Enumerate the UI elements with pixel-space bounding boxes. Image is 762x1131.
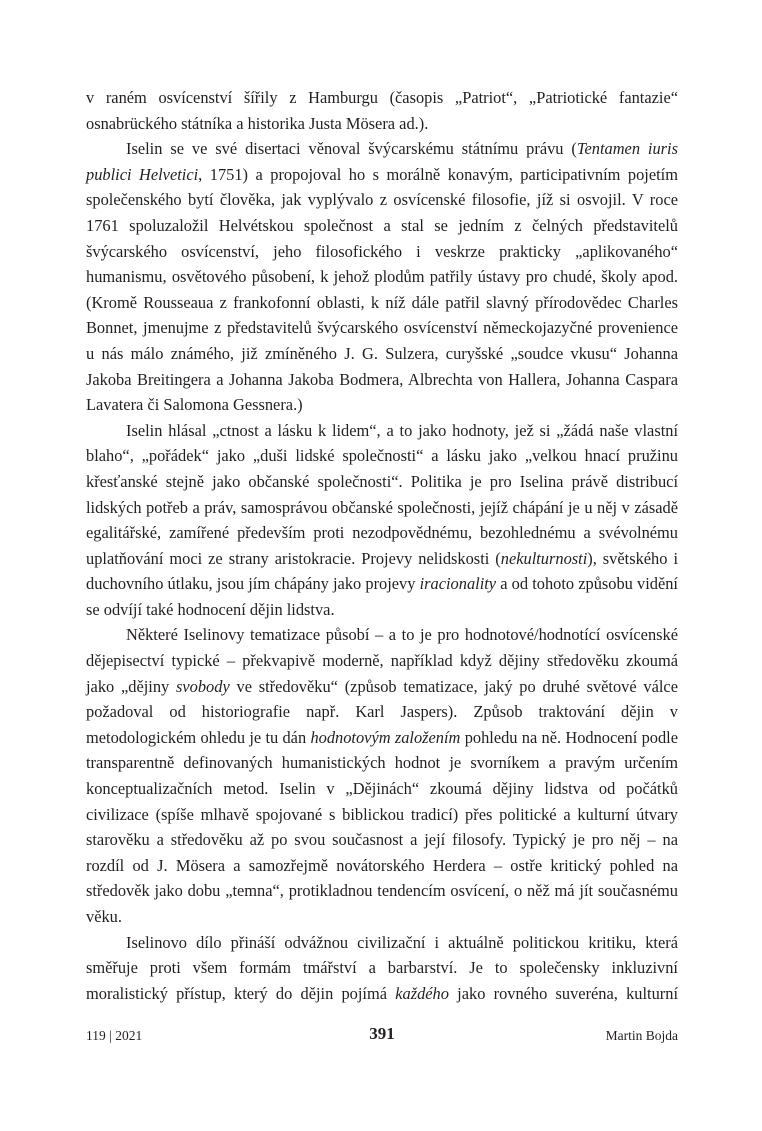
text-run: jako rovného suveréna, kulturní — [448, 983, 678, 1003]
text-run: Iselin hlásal „ctnost a lásku k lidem“, a to jako hodnoty, jež si „žádá naše vlastní blaho“, „pořádek“ jako „duši lidské společnosti“ a lásku jako „velkou hnací pružinu křesťanské stejně jako občanské společnosti“. Politika je pro Iselina právě distribucí lidských potřeb a práv, samosprávou občanské společnosti, jejíž chápání je u něj v zásadě egalitářské, zamířené především proti nezodpovědnému, bezohlednému a svévolnému uplatňování moci ze strany aristokracie. Projevy nelidskosti ( — [86, 420, 678, 568]
page-footer — [86, 1024, 678, 1048]
text-run: ve středověku“ (způsob tematizace, jaký po druhé světové válce požadoval od historiografie např. Karl Jaspers). Způsob traktování dějin v metodologickém ohledu je tu dán — [86, 676, 678, 747]
paragraph — [86, 85, 678, 136]
text-run: ), světského i duchovního útlaku, jsou jím chápány jako projevy — [86, 548, 678, 594]
italic-term: každého — [395, 983, 449, 1003]
text-run: pohledu na ně. Hodnocení podle transparentně definovaných humanistických hodnot je svorníkem a pravým určením konceptualizačních metod. Iselin v „Dějinách“ zkoumá dějiny lidstva od počátků civilizace (spíše mlhavě spojované s biblickou tradicí) přes politické a kulturní útvary starověku a středověku až po svou současnost a její filosofy. Typický je pro něj – na rozdíl od J. Mösera a samozřejmě novátorského Herdera – ostře kritický pohled na středověk jako dobu „temna“, protikladnou tendencím osvícení, o něž má jít současnému věku. — [86, 727, 679, 926]
italic-term: hodnotovým založením — [310, 727, 461, 747]
paragraph — [86, 622, 678, 929]
paragraph — [86, 930, 678, 1007]
italic-term: Tentamen iuris publici Helvetici — [86, 139, 678, 184]
italic-term: svobody — [176, 676, 230, 696]
text-run: , 1751) a propojoval ho s morálně konavým, participativním pojetím společenského bytí člověka, jak vyplývalo z osvícenské filosofie, jíž si osvojil. V roce 1761 spoluzaložil Helvétskou společnost a stal se jedním z čelných představitelů švýcarského osvícenství, jeho filosofického i veskrze prakticky „aplikovaného“ humanismu, osvětového působení, k jehož plodům patřily ústavy pro chudé, školy apod. (Kromě Rousseaua z frankofonní oblasti, k níž dále patřil slavný přírodovědec Charles Bonnet, jmenujme z představitelů švýcarského osvícenství německojazyčné provenience u nás málo známého, již zmíněného J. G. Sulzera, curyšské „soudce vkusu“ Johanna Jakoba Breitingera a Johanna Jakoba Bodmera, Albrechta von Hallera, Johanna Caspara Lavatera či Salomona Gessnera.) — [86, 164, 678, 415]
page-number: 391 — [369, 1024, 395, 1043]
paragraph — [86, 136, 678, 418]
italic-term: iracionality — [419, 574, 497, 594]
text-run: Iselin se ve své disertaci věnoval švýcarskému státnímu právu ( — [126, 139, 577, 159]
text-run: Iselinovo dílo přináší odvážnou civilizační i aktuálně politickou kritiku, která směřuje proti všem formám tmářství a barbarství. Je to společensky inkluzivní moralistický přístup, který do dějin pojímá — [86, 932, 678, 1003]
paragraph — [86, 418, 678, 623]
text-run: a od tohoto způsobu vidění se odvíjí také hodnocení dějin lidstva. — [86, 574, 678, 619]
issue-label: 119 | 2021 — [86, 1028, 143, 1043]
article-body — [86, 85, 678, 1006]
text-run: Některé Iselinovy tematizace působí – a to je pro hodnotové/hodnotící osvícenské dějepisectví typické – překvapivě moderně, například když dějiny středověku zkoumá jako „dějiny — [86, 625, 678, 696]
author-name: Martin Bojda — [605, 1028, 678, 1043]
text-run: v raném osvícenství šířily z Hamburgu (časopis „Patriot“, „Patriotické fantazie“ osnabrückého státníka a historika Justa Mösera ad.). — [86, 88, 678, 133]
italic-term: nekulturnosti — [500, 548, 588, 568]
